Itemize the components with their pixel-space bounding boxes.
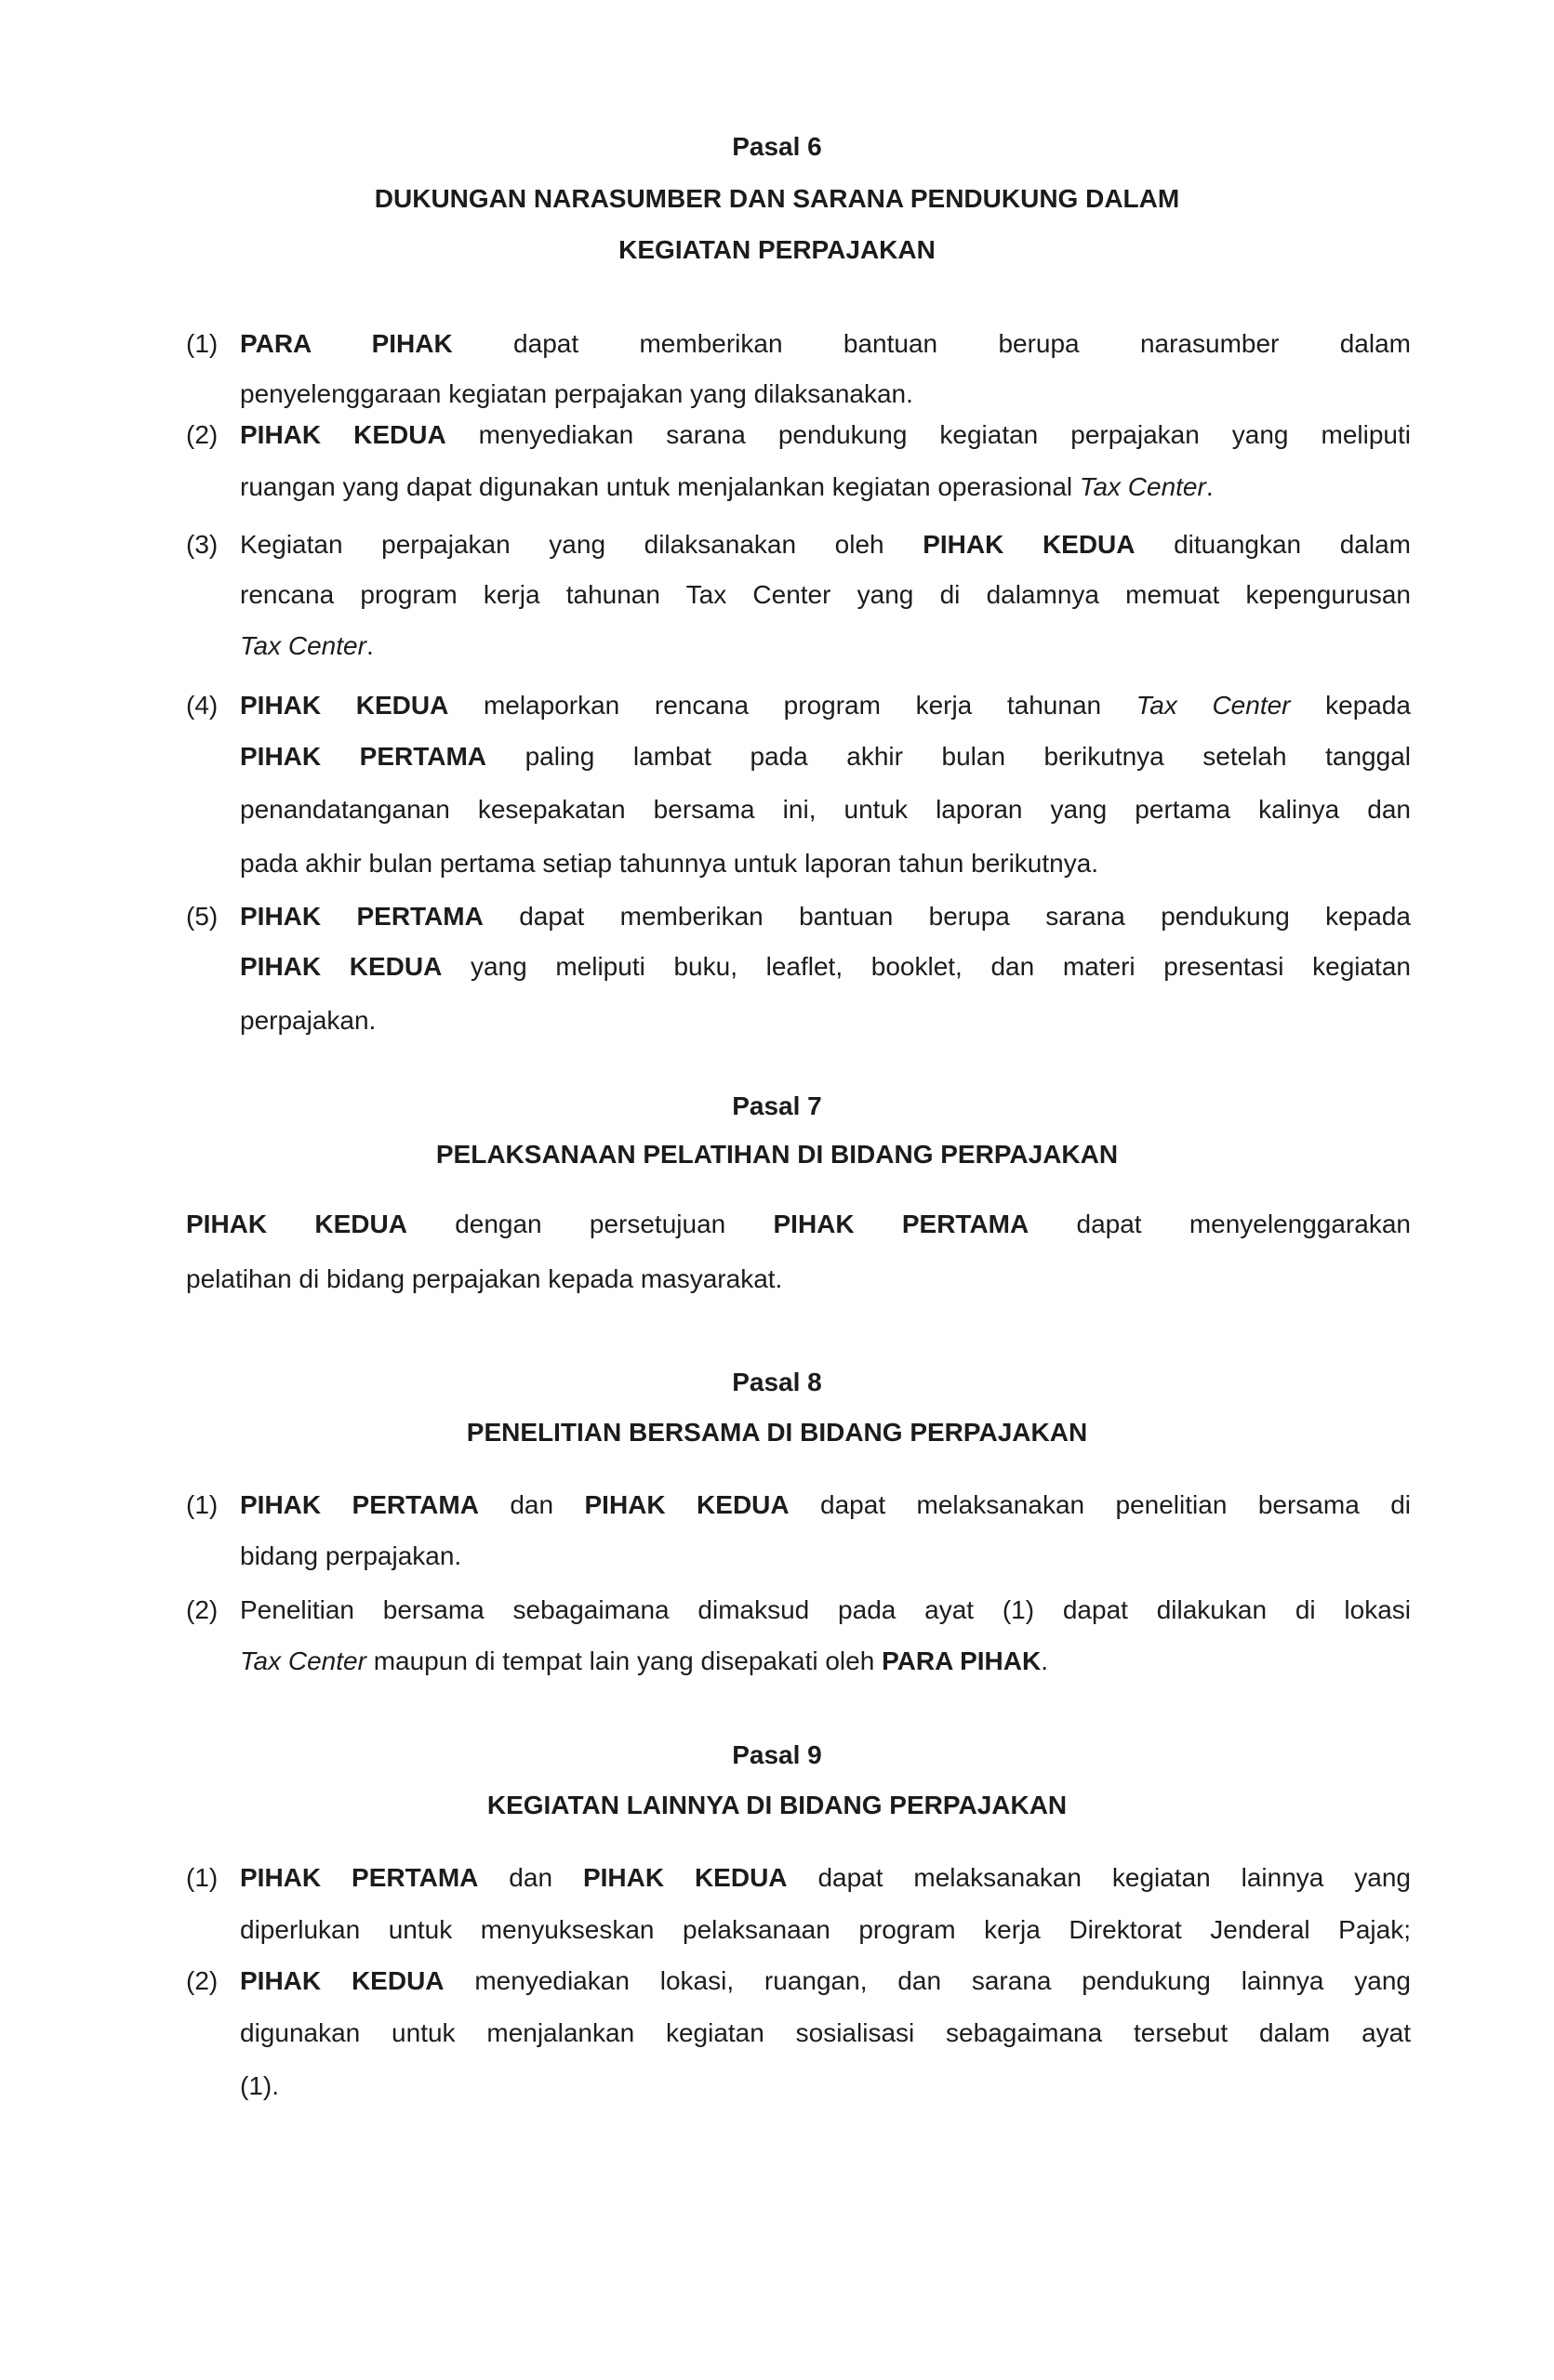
party-term: PIHAK KEDUA — [240, 952, 443, 981]
pasal-9-title: Pasal 9 — [732, 1740, 822, 1769]
pasal-6-item-1-number: (1) — [186, 329, 219, 358]
pasal-7-line-1: PIHAK KEDUA dengan persetujuan PIHAK PERTAMA dapat menyelenggarakan — [186, 1210, 1411, 1238]
pasal-8-item-1-line-1: PIHAK PERTAMA dan PIHAK KEDUA dapat melaksanakan penelitian bersama di — [240, 1490, 1411, 1519]
party-term: PIHAK KEDUA — [582, 1863, 788, 1892]
party-term: PIHAK KEDUA — [584, 1490, 790, 1519]
pasal-8-item-2-number: (2) — [186, 1595, 219, 1624]
pasal-6-item-1-line-2: penyelenggaraan kegiatan perpajakan yang dilaksanakan. — [240, 379, 913, 408]
pasal-6-item-4-line-1: PIHAK KEDUA melaporkan rencana program kerja tahunan Tax Center kepada — [240, 691, 1411, 720]
party-term: PARA PIHAK — [240, 329, 453, 358]
tax-center-term: Tax Center — [240, 1646, 366, 1675]
party-term: PIHAK KEDUA — [240, 420, 446, 449]
pasal-9-item-2-line-2: digunakan untuk menjalankan kegiatan sosialisasi sebagaimana tersebut dalam ayat — [240, 2018, 1411, 2047]
pasal-6-item-3-line-2: rencana program kerja tahunan Tax Center yang di dalamnya memuat kepengurusan — [240, 580, 1411, 609]
pasal-6-heading-line-2: KEGIATAN PERPAJAKAN — [618, 235, 936, 264]
tax-center-term: Tax Center — [240, 631, 366, 660]
pasal-7-line-2: pelatihan di bidang perpajakan kepada masyarakat. — [186, 1264, 783, 1293]
party-term: PIHAK KEDUA — [240, 1966, 445, 1995]
pasal-6-item-4-line-4: pada akhir bulan pertama setiap tahunnya untuk laporan tahun berikutnya. — [240, 849, 1099, 878]
pasal-6-title: Pasal 6 — [732, 132, 822, 161]
pasal-6-item-2-line-2: ruangan yang dapat digunakan untuk menjalankan kegiatan operasional Tax Center. — [240, 472, 1214, 501]
pasal-9-item-2-line-1: PIHAK KEDUA menyediakan lokasi, ruangan, dan sarana pendukung lainnya yang — [240, 1966, 1411, 1995]
pasal-6-item-5-number: (5) — [186, 902, 219, 931]
party-term: PIHAK PERTAMA — [240, 1863, 479, 1892]
pasal-9-item-2-line-3: (1). — [240, 2071, 279, 2100]
pasal-6-item-5-line-2: PIHAK KEDUA yang meliputi buku, leaflet, booklet, dan materi presentasi kegiatan — [240, 952, 1411, 981]
pasal-8-heading: PENELITIAN BERSAMA DI BIDANG PERPAJAKAN — [466, 1418, 1088, 1447]
pasal-8-item-1-line-2: bidang perpajakan. — [240, 1541, 462, 1570]
pasal-6-item-3-line-1: Kegiatan perpajakan yang dilaksanakan oleh PIHAK KEDUA dituangkan dalam — [240, 530, 1411, 559]
pasal-9-heading: KEGIATAN LAINNYA DI BIDANG PERPAJAKAN — [486, 1791, 1068, 1819]
pasal-6-item-1-line-1: PARA PIHAK dapat memberikan bantuan berupa narasumber dalam — [240, 329, 1411, 358]
tax-center-term: Tax Center — [1079, 472, 1206, 501]
party-term: PIHAK PERTAMA — [240, 1490, 479, 1519]
pasal-6-item-3-number: (3) — [186, 530, 219, 559]
pasal-6-item-4-line-2: PIHAK PERTAMA paling lambat pada akhir bulan berikutnya setelah tanggal — [240, 742, 1411, 771]
pasal-8-title: Pasal 8 — [732, 1368, 822, 1396]
party-term: PIHAK PERTAMA — [240, 902, 484, 931]
pasal-7-heading: PELAKSANAAN PELATIHAN DI BIDANG PERPAJAKAN — [435, 1140, 1119, 1169]
pasal-8-item-2-line-2: Tax Center maupun di tempat lain yang disepakati oleh PARA PIHAK. — [240, 1646, 1048, 1675]
pasal-7-title: Pasal 7 — [732, 1091, 822, 1120]
pasal-9-item-1-line-2: diperlukan untuk menyukseskan pelaksanaan program kerja Direktorat Jenderal Pajak; — [240, 1915, 1411, 1944]
party-term: PARA PIHAK — [882, 1646, 1042, 1675]
pasal-9-item-2-number: (2) — [186, 1966, 219, 1995]
pasal-6-item-3-line-3: Tax Center. — [240, 631, 374, 660]
pasal-6-item-5-line-3: perpajakan. — [240, 1006, 377, 1035]
pasal-6-heading-line-1: DUKUNGAN NARASUMBER DAN SARANA PENDUKUNG DALAM — [374, 184, 1180, 213]
party-term: PIHAK PERTAMA — [240, 742, 487, 771]
pasal-6-item-5-line-1: PIHAK PERTAMA dapat memberikan bantuan berupa sarana pendukung kepada — [240, 902, 1411, 931]
pasal-8-item-2-line-1: Penelitian bersama sebagaimana dimaksud pada ayat (1) dapat dilakukan di lokasi — [240, 1595, 1411, 1624]
pasal-6-item-4-number: (4) — [186, 691, 219, 720]
party-term: PIHAK KEDUA — [186, 1210, 407, 1238]
pasal-9-item-1-number: (1) — [186, 1863, 219, 1892]
tax-center-term: Tax Center — [1136, 691, 1291, 720]
pasal-6-item-4-line-3: penandatanganan kesepakatan bersama ini, untuk laporan yang pertama kalinya dan — [240, 795, 1411, 824]
party-term: PIHAK KEDUA — [240, 691, 449, 720]
pasal-9-item-1-line-1: PIHAK PERTAMA dan PIHAK KEDUA dapat melaksanakan kegiatan lainnya yang — [240, 1863, 1411, 1892]
pasal-8-item-1-number: (1) — [186, 1490, 219, 1519]
party-term: PIHAK KEDUA — [923, 530, 1136, 559]
pasal-6-item-2-line-1: PIHAK KEDUA menyediakan sarana pendukung kegiatan perpajakan yang meliputi — [240, 420, 1411, 449]
pasal-6-item-2-number: (2) — [186, 420, 219, 449]
party-term: PIHAK PERTAMA — [773, 1210, 1029, 1238]
